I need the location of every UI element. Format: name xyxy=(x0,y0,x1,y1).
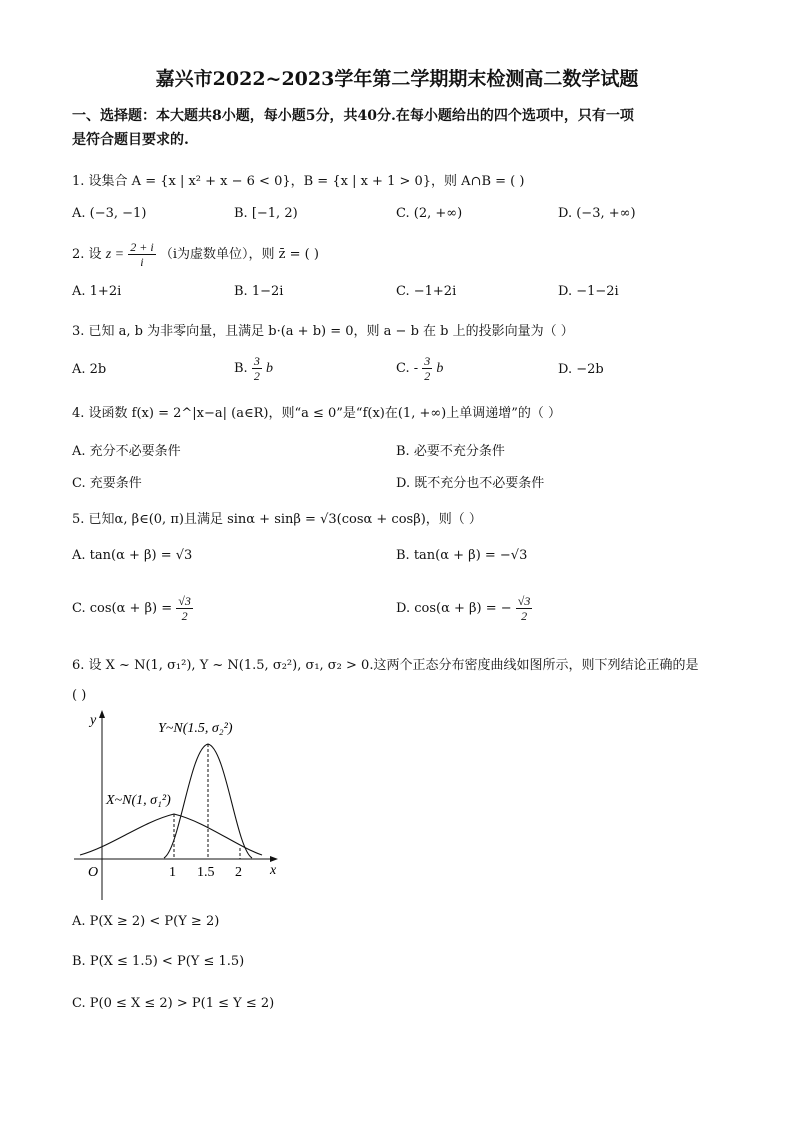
x-axis-arrow xyxy=(270,856,278,862)
q4-option-d: D. 既不充分也不必要条件 xyxy=(396,476,545,491)
q2-option-c: C. −1+2i xyxy=(396,284,457,299)
q2-fraction xyxy=(128,240,155,269)
q3-c-den: 2 xyxy=(424,369,431,383)
question-5-stem: 5. 已知α, β∈(0, π)且满足 sinα + sinβ = √3(cosα + cosβ)，则（ ） xyxy=(72,512,482,527)
question-6-stem-line1: 6. 设 X ~ N(1, σ₁²), Y ~ N(1.5, σ₂²), σ₁, σ₂ > 0.这两个正态分布密度曲线如图所示，则下列结论正确的是 xyxy=(72,658,699,673)
x-curve-label: X~N(1, σ₁²) xyxy=(106,793,171,808)
q4-option-c: C. 充要条件 xyxy=(72,476,142,491)
tick-label-1-5: 1.5 xyxy=(197,865,215,880)
q3-c-num: 3 xyxy=(424,354,431,368)
q5-option-b: B. tan(α + β) = −√3 xyxy=(396,548,528,563)
section-heading-line1: 一、选择题：本大题共8小题，每小题5分，共40分.在每小题给出的四个选项中，只有一项 xyxy=(72,108,634,124)
q1-option-b: B. [−1, 2) xyxy=(234,206,298,221)
q5-d-den: 2 xyxy=(521,609,528,623)
q2-fraction-den: i xyxy=(140,255,144,269)
question-1-stem: 1. 设集合 A = {x | x² + x − 6 < 0}，B = {x | x + 1 > 0}，则 A∩B = ( ) xyxy=(72,174,525,189)
q3-option-c-label: C. - xyxy=(396,361,419,376)
tick-label-2: 2 xyxy=(235,865,242,880)
q5-option-d xyxy=(396,594,532,623)
q6-option-c: C. P(0 ≤ X ≤ 2) > P(1 ≤ Y ≤ 2) xyxy=(72,996,275,1011)
q1-option-c: C. (2, +∞) xyxy=(396,206,463,221)
q2-suffix: （i为虚数单位），则 z̄ = ( ) xyxy=(159,247,319,262)
q5-option-a: A. tan(α + β) = √3 xyxy=(72,548,193,563)
q3-option-b xyxy=(234,354,273,383)
q2-option-a: A. 1+2i xyxy=(72,284,122,299)
y-axis-label: y xyxy=(90,713,97,728)
q4-option-a: A. 充分不必要条件 xyxy=(72,444,181,459)
q4-option-b: B. 必要不充分条件 xyxy=(396,444,505,459)
y-curve-label: Y~N(1.5, σ₂²) xyxy=(158,721,233,736)
q3-b-den: 2 xyxy=(253,369,260,383)
question-6-stem-line2: ( ) xyxy=(72,688,87,703)
q6-option-a: A. P(X ≥ 2) < P(Y ≥ 2) xyxy=(72,914,220,929)
q2-prefix: 2. 设 xyxy=(72,247,102,262)
q3-c-var: b xyxy=(436,361,444,376)
q5-c-num: √3 xyxy=(178,594,191,608)
normal-distribution-figure xyxy=(72,708,292,904)
q3-option-b-label: B. xyxy=(234,361,248,376)
tick-label-1: 1 xyxy=(169,865,176,880)
q5-option-c-label: C. cos(α + β) = xyxy=(72,601,173,616)
question-4-stem: 4. 设函数 f(x) = 2^|x−a| (a∈R)，则“a ≤ 0”是“f(x)在(1, +∞)上单调递增”的（ ） xyxy=(72,406,562,421)
question-2-stem xyxy=(72,240,319,269)
q1-option-a: A. (−3, −1) xyxy=(72,206,147,221)
q1-option-d: D. (−3, +∞) xyxy=(558,206,636,221)
q3-option-c-frac xyxy=(422,354,432,383)
q5-option-c xyxy=(72,594,193,623)
q3-option-d: D. −2b xyxy=(558,362,604,377)
exam-title: 嘉兴市2022~2023学年第二学期期末检测高二数学试题 xyxy=(155,68,639,90)
y-axis-arrow xyxy=(99,710,105,718)
q3-b-var: b xyxy=(265,361,273,376)
q5-d-num: √3 xyxy=(517,594,531,608)
q2-option-d: D. −1−2i xyxy=(558,284,619,299)
q3-option-a: A. 2b xyxy=(72,362,107,377)
q5-c-den: 2 xyxy=(181,609,188,623)
question-3-stem: 3. 已知 a, b 为非零向量，且满足 b·(a + b) = 0，则 a − b 在 b 上的投影向量为（ ） xyxy=(72,324,574,339)
x-axis-label: x xyxy=(270,863,277,878)
origin-label: O xyxy=(88,865,99,880)
q2-variable: z = xyxy=(105,247,125,262)
q6-option-b: B. P(X ≤ 1.5) < P(Y ≤ 1.5) xyxy=(72,954,245,969)
q5-option-d-frac xyxy=(516,594,533,623)
q2-fraction-num: 2 + i xyxy=(130,240,154,254)
section-heading-line2: 是符合题目要求的. xyxy=(72,132,189,148)
q2-option-b: B. 1−2i xyxy=(234,284,284,299)
q3-option-b-frac xyxy=(252,354,262,383)
q5-option-d-label: D. cos(α + β) = − xyxy=(396,601,512,616)
q3-option-c xyxy=(396,354,443,383)
q3-b-num: 3 xyxy=(253,354,260,368)
q5-option-c-frac xyxy=(176,594,193,623)
